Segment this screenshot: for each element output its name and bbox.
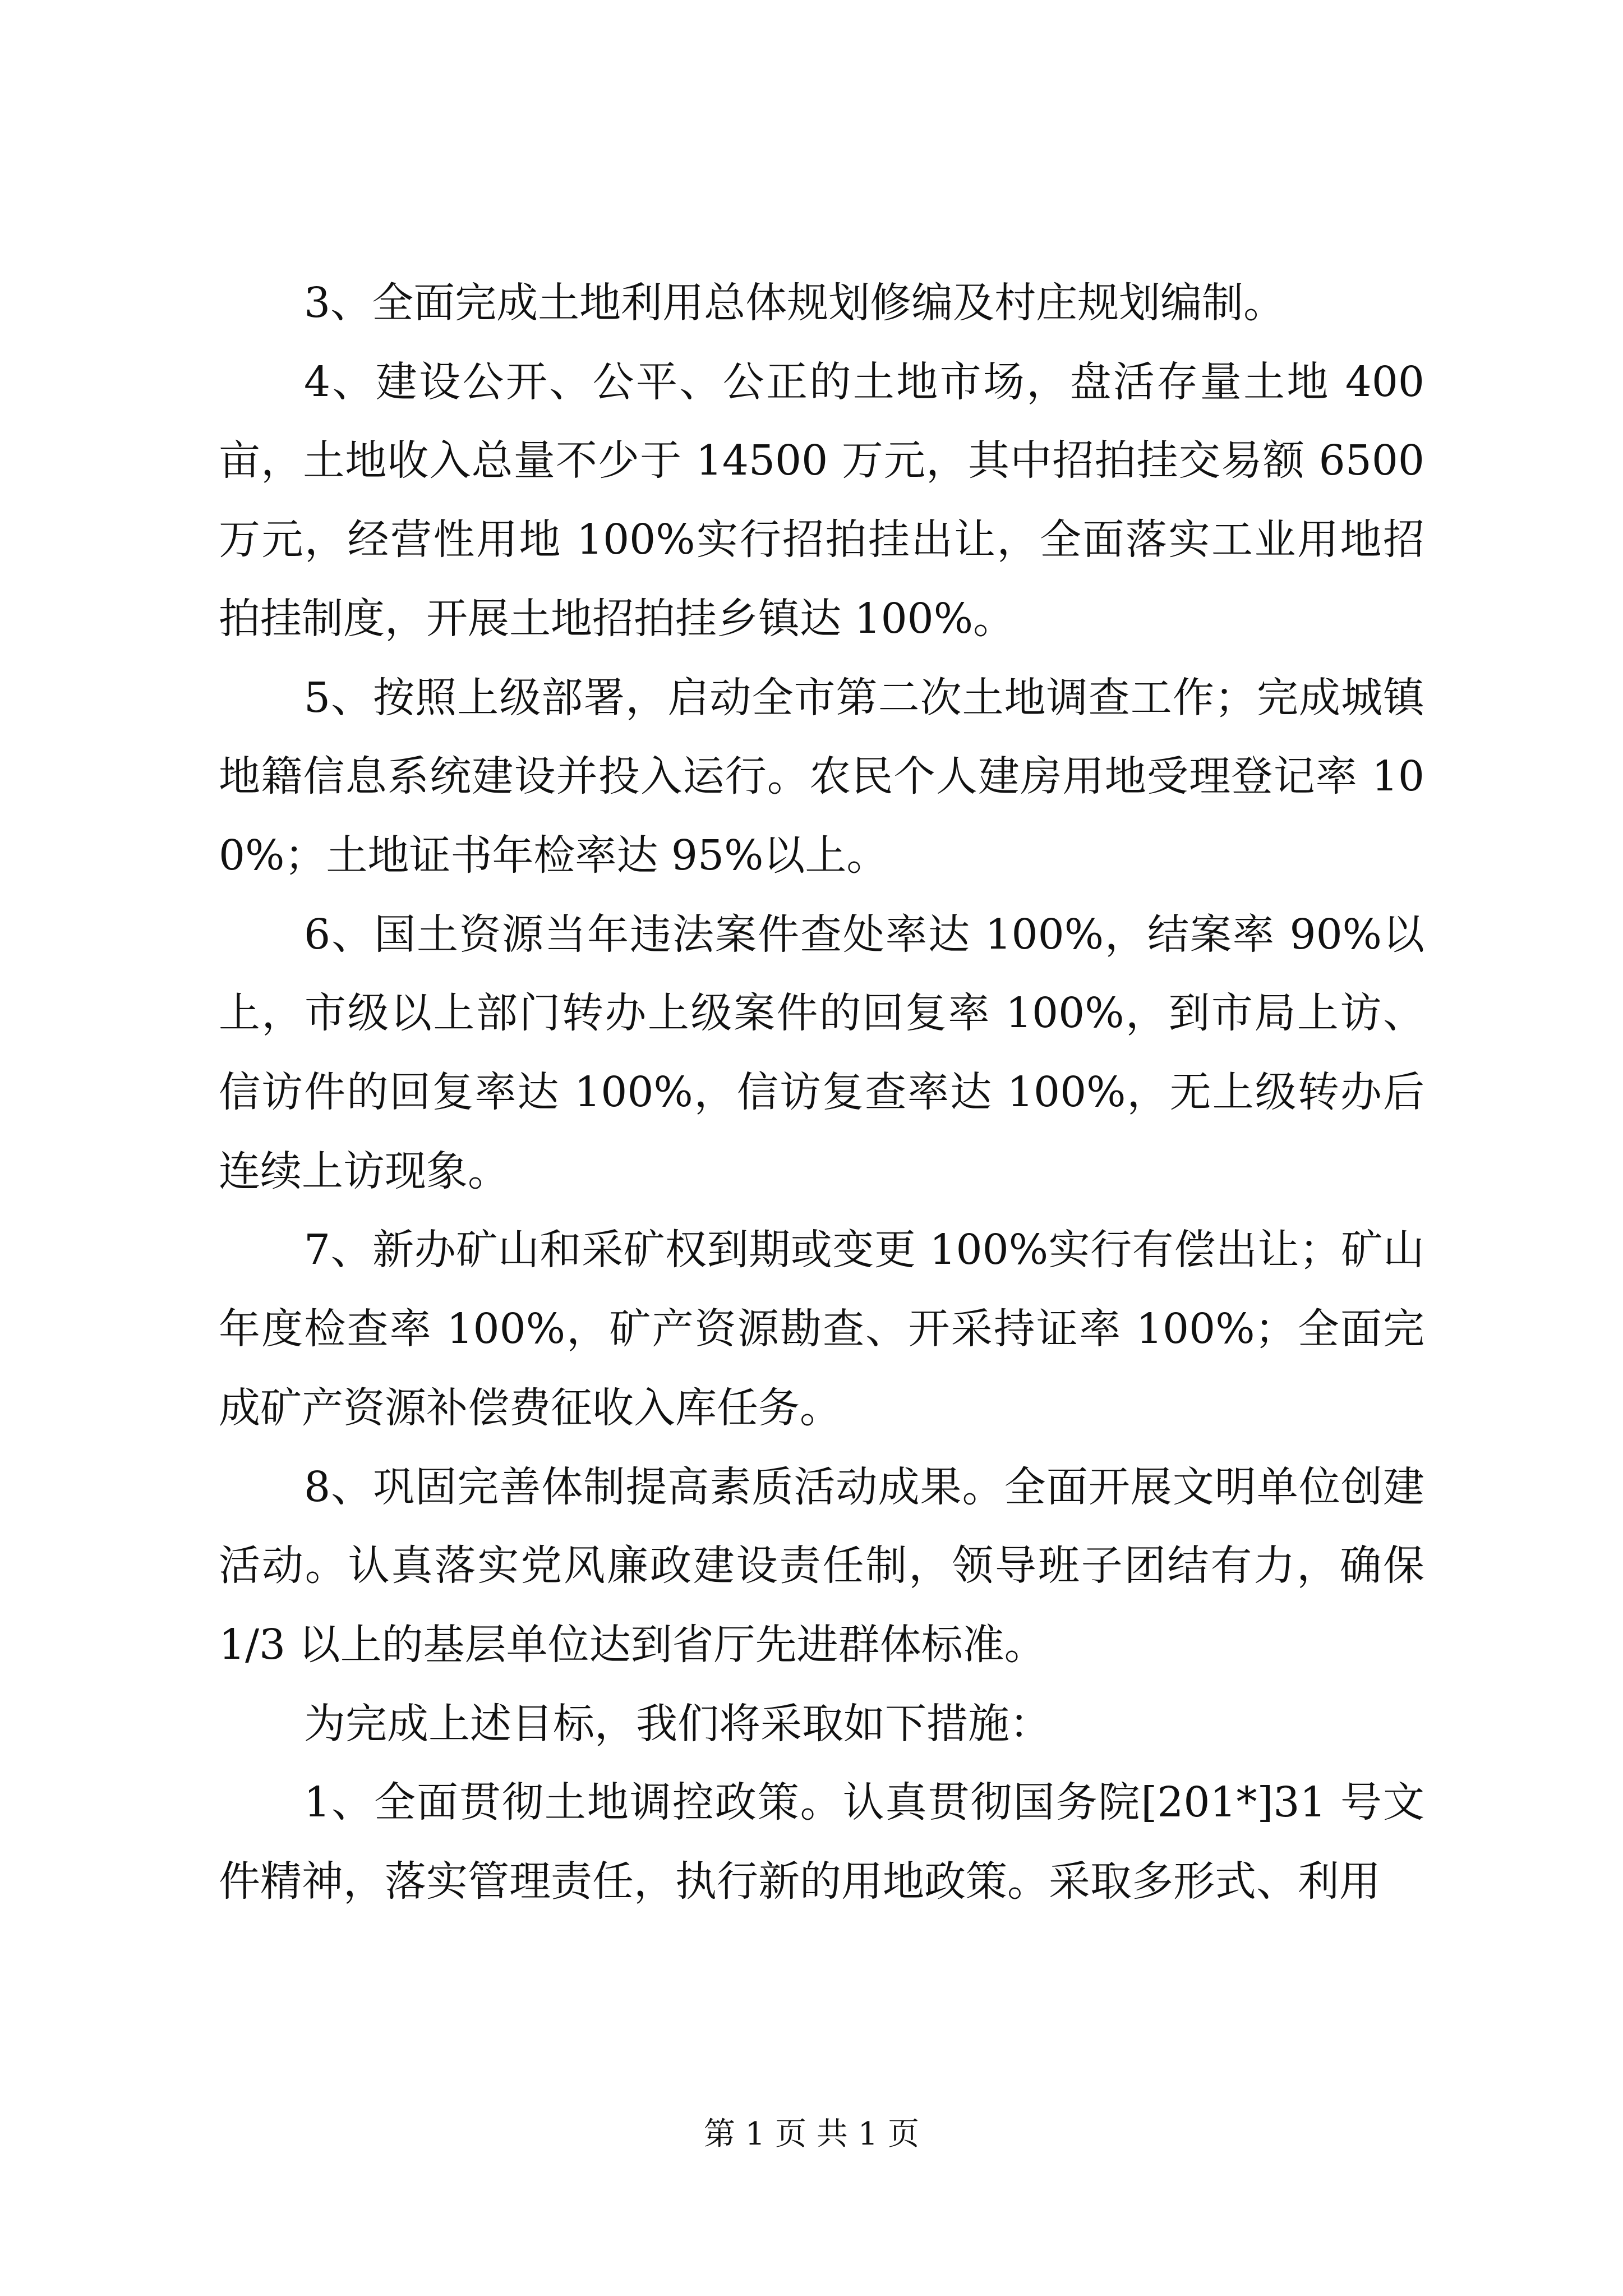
paragraph-item-4: 4、建设公开、公平、公正的土地市场，盘活存量土地 400 亩，土地收入总量不少于 14500 万元，其中招拍挂交易额 6500 万元，经营性用地 100%实行招拍挂出让，全面落实工业用地招拍挂制度，开展土地招拍挂乡镇达 100%。 <box>219 357 1424 643</box>
page-footer: 第 1 页 共 1 页 <box>703 2116 920 2152</box>
paragraph-item-7: 7、新办矿山和采矿权到期或变更 100%实行有偿出让；矿山年度检查率 100%，矿产资源勘查、开采持证率 100%；全面完成矿产资源补偿费征收入库任务。 <box>219 1226 1424 1432</box>
paragraph-item-6: 6、国土资源当年违法案件查处率达 100%，结案率 90%以上，市级以上部门转办上级案件的回复率 100%，到市局上访、信访件的回复率达 100%，信访复查率达 100%，无上级转办后连续上访现象。 <box>219 910 1424 1195</box>
paragraph-item-3: 3、全面完成土地利用总体规划修编及村庄规划编制。 <box>304 279 1285 327</box>
paragraph-item-5: 5、按照上级部署，启动全市第二次土地调查工作；完成城镇地籍信息系统建设并投入运行。农民个人建房用地受理登记率 100%；土地证书年检率达 95%以上。 <box>219 673 1424 880</box>
document-body <box>219 264 1424 1921</box>
paragraph-measure-1: 1、全面贯彻土地调控政策。认真贯彻国务院[201*]31 号文件精神，落实管理责任，执行新的用地政策。采取多形式、利用 <box>219 1778 1424 1906</box>
paragraph-measures-intro: 为完成上述目标，我们将采取如下措施： <box>304 1699 1051 1748</box>
paragraph-item-8: 8、巩固完善体制提高素质活动成果。全面开展文明单位创建活动。认真落实党风廉政建设责任制，领导班子团结有力，确保 1/3 以上的基层单位达到省厅先进群体标准。 <box>219 1462 1424 1669</box>
